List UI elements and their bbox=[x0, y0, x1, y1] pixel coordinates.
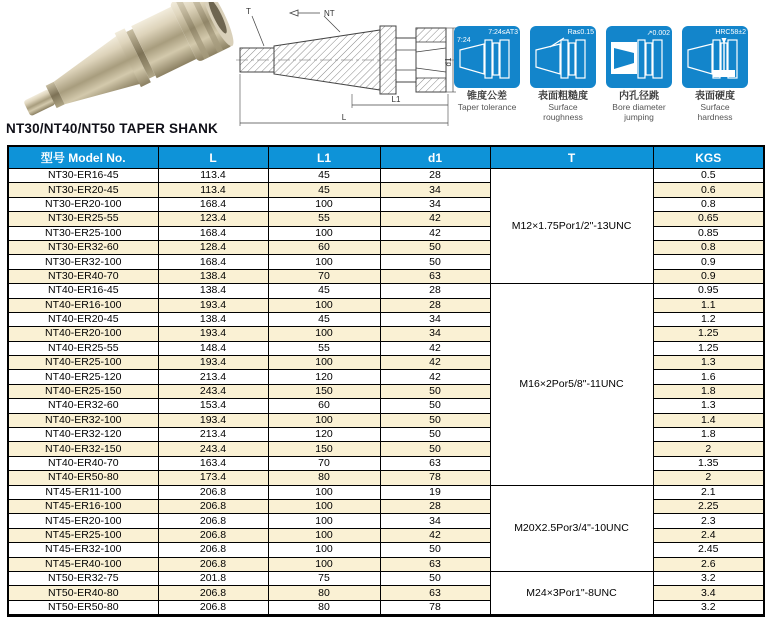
l-cell: 206.8 bbox=[158, 514, 268, 528]
table-row bbox=[8, 284, 764, 298]
drawing-label-t: T bbox=[246, 7, 251, 16]
l1-cell: 55 bbox=[268, 212, 380, 226]
d1-cell: 50 bbox=[380, 571, 490, 585]
d1-cell: 28 bbox=[380, 499, 490, 513]
l1-cell: 80 bbox=[268, 600, 380, 615]
l-cell: 163.4 bbox=[158, 456, 268, 470]
l-cell: 138.4 bbox=[158, 312, 268, 326]
kgs-cell: 1.6 bbox=[653, 370, 764, 384]
kgs-cell: 3.2 bbox=[653, 571, 764, 585]
l1-cell: 150 bbox=[268, 384, 380, 398]
drawing-label-d1: d1 bbox=[444, 57, 453, 67]
table-row bbox=[8, 571, 764, 585]
model-cell: NT45-ER11-100 bbox=[8, 485, 158, 499]
table-row bbox=[8, 485, 764, 499]
l-cell: 113.4 bbox=[158, 169, 268, 183]
d1-cell: 42 bbox=[380, 356, 490, 370]
kgs-cell: 2.25 bbox=[653, 499, 764, 513]
l1-cell: 100 bbox=[268, 413, 380, 427]
d1-cell: 42 bbox=[380, 341, 490, 355]
product-photo bbox=[20, 2, 234, 120]
l1-cell: 70 bbox=[268, 269, 380, 283]
caption-cn-taper-tolerance: 锥度公差 bbox=[467, 91, 507, 102]
d1-cell: 19 bbox=[380, 485, 490, 499]
kgs-cell: 0.8 bbox=[653, 240, 764, 254]
l-cell: 206.8 bbox=[158, 499, 268, 513]
model-cell: NT40-ER50-80 bbox=[8, 471, 158, 485]
model-cell: NT40-ER25-55 bbox=[8, 341, 158, 355]
thread-cell: M20X2.5Por3/4"-10UNC bbox=[490, 485, 653, 571]
l1-cell: 100 bbox=[268, 255, 380, 269]
l-cell: 128.4 bbox=[158, 240, 268, 254]
l1-cell: 45 bbox=[268, 183, 380, 197]
kgs-cell: 0.8 bbox=[653, 197, 764, 211]
l-cell: 113.4 bbox=[158, 183, 268, 197]
l-cell: 206.8 bbox=[158, 543, 268, 557]
spec-table-body bbox=[8, 169, 764, 616]
table-header-row bbox=[8, 146, 764, 169]
kgs-cell: 0.85 bbox=[653, 226, 764, 240]
l-cell: 201.8 bbox=[158, 571, 268, 585]
thread-cell: M24×3Por1"-8UNC bbox=[490, 571, 653, 615]
kgs-cell: 2.6 bbox=[653, 557, 764, 571]
l1-cell: 45 bbox=[268, 284, 380, 298]
model-cell: NT50-ER50-80 bbox=[8, 600, 158, 615]
model-cell: NT30-ER16-45 bbox=[8, 169, 158, 183]
kgs-cell: 2.4 bbox=[653, 528, 764, 542]
l1-cell: 100 bbox=[268, 485, 380, 499]
spec-box-taper-tolerance bbox=[454, 26, 520, 122]
model-cell: NT45-ER20-100 bbox=[8, 514, 158, 528]
kgs-cell: 2.3 bbox=[653, 514, 764, 528]
l1-cell: 60 bbox=[268, 240, 380, 254]
l1-cell: 75 bbox=[268, 571, 380, 585]
l1-cell: 80 bbox=[268, 471, 380, 485]
model-cell: NT30-ER20-100 bbox=[8, 197, 158, 211]
kgs-cell: 3.2 bbox=[653, 600, 764, 615]
caption-en-surface-roughness: Surface roughness bbox=[543, 102, 583, 122]
l-cell: 213.4 bbox=[158, 428, 268, 442]
l1-cell: 100 bbox=[268, 197, 380, 211]
d1-cell: 50 bbox=[380, 543, 490, 557]
l1-cell: 100 bbox=[268, 514, 380, 528]
l1-cell: 100 bbox=[268, 298, 380, 312]
l-cell: 243.4 bbox=[158, 384, 268, 398]
model-cell: NT30-ER20-45 bbox=[8, 183, 158, 197]
cross-section-drawing bbox=[232, 2, 460, 134]
kgs-cell: 1.25 bbox=[653, 327, 764, 341]
kgs-cell: 1.3 bbox=[653, 356, 764, 370]
kgs-cell: 2.45 bbox=[653, 543, 764, 557]
spec-box-surface-hardness bbox=[682, 26, 748, 122]
spec-table bbox=[7, 145, 765, 617]
d1-cell: 28 bbox=[380, 284, 490, 298]
model-cell: NT30-ER25-100 bbox=[8, 226, 158, 240]
thread-cell: M12×1.75Por1/2"-13UNC bbox=[490, 169, 653, 284]
model-cell: NT40-ER16-45 bbox=[8, 284, 158, 298]
kgs-cell: 1.8 bbox=[653, 428, 764, 442]
d1-cell: 50 bbox=[380, 240, 490, 254]
model-cell: NT30-ER40-70 bbox=[8, 269, 158, 283]
l1-cell: 80 bbox=[268, 586, 380, 600]
l-cell: 168.4 bbox=[158, 255, 268, 269]
l-cell: 193.4 bbox=[158, 327, 268, 341]
l-cell: 193.4 bbox=[158, 413, 268, 427]
kgs-cell: 0.9 bbox=[653, 269, 764, 283]
l1-cell: 60 bbox=[268, 399, 380, 413]
model-cell: NT30-ER25-55 bbox=[8, 212, 158, 226]
model-cell: NT40-ER20-45 bbox=[8, 312, 158, 326]
taper-shank-photo bbox=[20, 2, 234, 120]
model-cell: NT40-ER16-100 bbox=[8, 298, 158, 312]
kgs-cell: 1.1 bbox=[653, 298, 764, 312]
d1-cell: 34 bbox=[380, 514, 490, 528]
d1-cell: 50 bbox=[380, 399, 490, 413]
model-cell: NT40-ER32-150 bbox=[8, 442, 158, 456]
header-l1: L1 bbox=[268, 146, 380, 169]
l1-cell: 45 bbox=[268, 169, 380, 183]
kgs-cell: 2.1 bbox=[653, 485, 764, 499]
d1-cell: 50 bbox=[380, 428, 490, 442]
spec-box-surface-roughness bbox=[530, 26, 596, 122]
kgs-cell: 2 bbox=[653, 442, 764, 456]
drawing-label-l1: L1 bbox=[391, 95, 401, 104]
l-cell: 138.4 bbox=[158, 269, 268, 283]
d1-cell: 34 bbox=[380, 327, 490, 341]
l1-cell: 100 bbox=[268, 499, 380, 513]
d1-cell: 42 bbox=[380, 528, 490, 542]
model-cell: NT45-ER40-100 bbox=[8, 557, 158, 571]
l-cell: 193.4 bbox=[158, 356, 268, 370]
spec-table-element bbox=[7, 145, 765, 617]
d1-cell: 28 bbox=[380, 298, 490, 312]
l1-cell: 150 bbox=[268, 442, 380, 456]
spec-boxes bbox=[454, 26, 748, 122]
l1-cell: 100 bbox=[268, 327, 380, 341]
surface-hardness-value: HRC58±2 bbox=[715, 29, 746, 36]
l1-cell: 100 bbox=[268, 226, 380, 240]
l-cell: 153.4 bbox=[158, 399, 268, 413]
l1-cell: 100 bbox=[268, 356, 380, 370]
l-cell: 206.8 bbox=[158, 557, 268, 571]
l1-cell: 120 bbox=[268, 370, 380, 384]
d1-cell: 78 bbox=[380, 600, 490, 615]
l-cell: 123.4 bbox=[158, 212, 268, 226]
l1-cell: 70 bbox=[268, 456, 380, 470]
l1-cell: 120 bbox=[268, 428, 380, 442]
kgs-cell: 1.2 bbox=[653, 312, 764, 326]
d1-cell: 63 bbox=[380, 557, 490, 571]
model-cell: NT40-ER32-100 bbox=[8, 413, 158, 427]
taper-tolerance-value: 7:24≤AT3 bbox=[488, 29, 518, 36]
l1-cell: 45 bbox=[268, 312, 380, 326]
model-cell: NT45-ER32-100 bbox=[8, 543, 158, 557]
d1-cell: 63 bbox=[380, 456, 490, 470]
l-cell: 148.4 bbox=[158, 341, 268, 355]
model-cell: NT40-ER40-70 bbox=[8, 456, 158, 470]
l-cell: 206.8 bbox=[158, 600, 268, 615]
caption-cn-surface-roughness: 表面粗糙度 bbox=[538, 91, 588, 102]
kgs-cell: 0.6 bbox=[653, 183, 764, 197]
l-cell: 168.4 bbox=[158, 226, 268, 240]
model-cell: NT40-ER25-120 bbox=[8, 370, 158, 384]
spec-box-bore-runout bbox=[606, 26, 672, 122]
d1-cell: 50 bbox=[380, 384, 490, 398]
d1-cell: 42 bbox=[380, 370, 490, 384]
model-cell: NT40-ER25-150 bbox=[8, 384, 158, 398]
model-cell: NT40-ER20-100 bbox=[8, 327, 158, 341]
l-cell: 206.8 bbox=[158, 586, 268, 600]
table-row bbox=[8, 169, 764, 183]
surface-roughness-value: Ra≤0.15 bbox=[567, 29, 594, 36]
d1-cell: 50 bbox=[380, 255, 490, 269]
d1-cell: 63 bbox=[380, 586, 490, 600]
l1-cell: 100 bbox=[268, 528, 380, 542]
header-model-no: 型号 Model No. bbox=[8, 146, 158, 169]
drawing-label-l: L bbox=[341, 113, 347, 122]
caption-cn-bore-runout: 内孔径跳 bbox=[619, 91, 659, 102]
model-cell: NT40-ER25-100 bbox=[8, 356, 158, 370]
kgs-cell: 0.9 bbox=[653, 255, 764, 269]
d1-cell: 50 bbox=[380, 442, 490, 456]
l-cell: 173.4 bbox=[158, 471, 268, 485]
taper-ratio-value: 7:24 bbox=[457, 37, 471, 44]
d1-cell: 34 bbox=[380, 312, 490, 326]
header-d1: d1 bbox=[380, 146, 490, 169]
l-cell: 243.4 bbox=[158, 442, 268, 456]
l-cell: 206.8 bbox=[158, 485, 268, 499]
l-cell: 193.4 bbox=[158, 298, 268, 312]
kgs-cell: 1.35 bbox=[653, 456, 764, 470]
header-l: L bbox=[158, 146, 268, 169]
caption-cn-surface-hardness: 表面硬度 bbox=[695, 91, 735, 102]
kgs-cell: 0.65 bbox=[653, 212, 764, 226]
model-cell: NT45-ER16-100 bbox=[8, 499, 158, 513]
kgs-cell: 1.4 bbox=[653, 413, 764, 427]
l1-cell: 100 bbox=[268, 543, 380, 557]
model-cell: NT50-ER32-75 bbox=[8, 571, 158, 585]
model-cell: NT40-ER32-60 bbox=[8, 399, 158, 413]
caption-en-taper-tolerance: Taper tolerance bbox=[457, 102, 517, 112]
drawing-label-nt: NT bbox=[324, 9, 335, 18]
l1-cell: 55 bbox=[268, 341, 380, 355]
d1-cell: 42 bbox=[380, 226, 490, 240]
thread-cell: M16×2Por5/8"-11UNC bbox=[490, 284, 653, 485]
l-cell: 138.4 bbox=[158, 284, 268, 298]
d1-cell: 42 bbox=[380, 212, 490, 226]
page-title: NT30/NT40/NT50 TAPER SHANK bbox=[6, 121, 218, 136]
d1-cell: 34 bbox=[380, 197, 490, 211]
l-cell: 213.4 bbox=[158, 370, 268, 384]
model-cell: NT45-ER25-100 bbox=[8, 528, 158, 542]
caption-en-surface-hardness: Surface hardness bbox=[697, 102, 733, 122]
kgs-cell: 1.3 bbox=[653, 399, 764, 413]
kgs-cell: 2 bbox=[653, 471, 764, 485]
d1-cell: 28 bbox=[380, 169, 490, 183]
model-cell: NT50-ER40-80 bbox=[8, 586, 158, 600]
d1-cell: 50 bbox=[380, 413, 490, 427]
l-cell: 168.4 bbox=[158, 197, 268, 211]
header-t: T bbox=[490, 146, 653, 169]
d1-cell: 34 bbox=[380, 183, 490, 197]
d1-cell: 63 bbox=[380, 269, 490, 283]
d1-cell: 78 bbox=[380, 471, 490, 485]
technical-drawing bbox=[232, 2, 460, 134]
kgs-cell: 0.95 bbox=[653, 284, 764, 298]
model-cell: NT30-ER32-100 bbox=[8, 255, 158, 269]
caption-en-bore-runout: Bore diameter jumping bbox=[612, 102, 666, 122]
kgs-cell: 0.5 bbox=[653, 169, 764, 183]
l1-cell: 100 bbox=[268, 557, 380, 571]
model-cell: NT30-ER32-60 bbox=[8, 240, 158, 254]
l-cell: 206.8 bbox=[158, 528, 268, 542]
header-kgs: KGS bbox=[653, 146, 764, 169]
kgs-cell: 3.4 bbox=[653, 586, 764, 600]
kgs-cell: 1.8 bbox=[653, 384, 764, 398]
bore-runout-value: ↗0.002 bbox=[646, 30, 670, 37]
kgs-cell: 1.25 bbox=[653, 341, 764, 355]
model-cell: NT40-ER32-120 bbox=[8, 428, 158, 442]
